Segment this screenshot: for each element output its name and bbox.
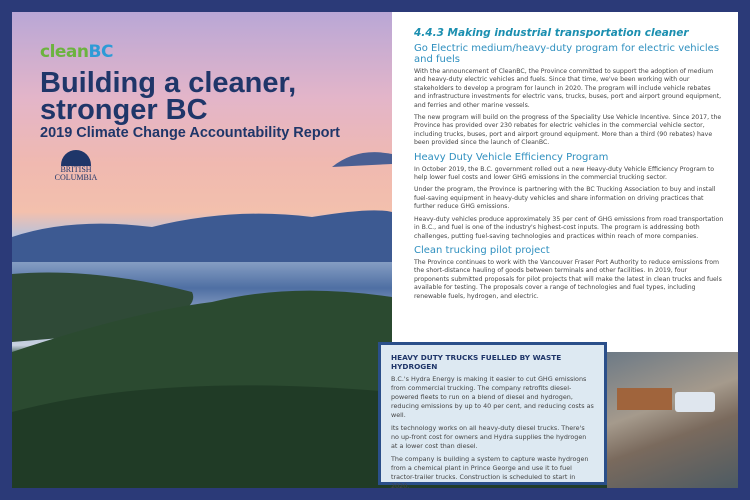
logo-suffix: BC [88, 42, 113, 62]
hydrogen-sidebar-box [378, 342, 607, 488]
paragraph: The new program will build on the progress of the Speciality Use Vehicle Incentive. Since 2017, the Province has provided over 230 rebates for electric vehicles in the commercial vehicle sector, including trucks, buses, port and airport ground equipment. More than a third (90 rebates) have been provided since the launch of CleanBC. [414, 114, 722, 147]
sidebar-paragraph: The company is building a system to capture waste hydrogen from a chemical plant in Prince George and use it to fuel tractor-trailer trucks. Construction is scheduled to start in 2020. [391, 455, 589, 488]
bc-logo-line-2: COLUMBIA [54, 173, 98, 182]
british-columbia-logo [52, 150, 100, 182]
content-panel [392, 12, 738, 352]
paragraph: With the announcement of CleanBC, the Province committed to support the adoption of medium and heavy-duty electric vehicles and fuels. Since that time, we've been working with our stakeholders to develop a program for launch in 2020. The program will include vehicle rebates and infrastructure investments for electric vans, trucks, buses, port and airport ground equipment, and ferries and other marine vessels. [414, 68, 722, 109]
subsection-title: Heavy Duty Vehicle Efficiency Program [414, 151, 609, 163]
subsection-title: Go Electric medium/heavy-duty program for electric vehicles and fuels [414, 43, 720, 65]
trailer-shape [617, 388, 672, 410]
subsection-title: Clean trucking pilot project [414, 244, 550, 256]
truck-shape [675, 392, 715, 412]
bc-sun-icon [61, 150, 91, 166]
title-line-2: stronger BC [40, 94, 208, 126]
paragraph: In October 2019, the B.C. government rolled out a new Heavy-duty Vehicle Efficiency Program to help lower fuel costs and lower GHG emissions in the commercial trucking sector. [414, 165, 715, 182]
section-heading: 4.4.3 Making industrial transportation cleaner [414, 27, 689, 39]
sidebar-paragraph: B.C.'s Hydra Energy is making it easier to cut GHG emissions from commercial trucking. The company retrofits diesel-powered fleets to run on a blend of diesel and hydrogen, reducing emissions by up to 40 per cent, and reducing costs as well. [391, 375, 594, 419]
paragraph: Under the program, the Province is partnering with the BC Trucking Association to buy and install fuel-saving equipment in heavy-duty vehicles and share information on driving practices that further reduce GHG emissions. [414, 186, 716, 211]
title-line-1: Building a cleaner, [40, 67, 297, 99]
report-page [12, 12, 738, 488]
bc-logo-line-1: BRITISH [60, 165, 92, 174]
report-subtitle: 2019 Climate Change Accountability Report [40, 125, 341, 141]
sidebar-paragraph: Its technology works on all heavy-duty diesel trucks. There's no up-front cost for owners and Hydra supplies the hydrogen at a lower cost than diesel. [391, 424, 587, 450]
paragraph: Heavy-duty vehicles produce approximately 35 per cent of GHG emissions from road transportation in B.C., and fuel is one of the industry's highest-cost inputs. The program is addressing both challenges, putting fuel-saving technologies and practices within reach of more companies. [414, 215, 724, 240]
report-title [40, 67, 297, 126]
logo-prefix: clean [40, 42, 89, 62]
truck-photo [607, 352, 738, 488]
sidebar-title: HEAVY DUTY TRUCKS FUELLED BY WASTE HYDROGEN [391, 353, 562, 371]
cleanbc-logo [40, 42, 113, 62]
paragraph: The Province continues to work with the Vancouver Fraser Port Authority to reduce emissions from the short-distance hauling of goods between terminals and other facilities. In 2019, four proponents submitted proposals for pilot projects that will make the latest in clean trucks and fuels available for testing. The proposals cover a range of technologies and fuel types, including renewable fuels, hydrogen, and electric. [414, 258, 722, 300]
